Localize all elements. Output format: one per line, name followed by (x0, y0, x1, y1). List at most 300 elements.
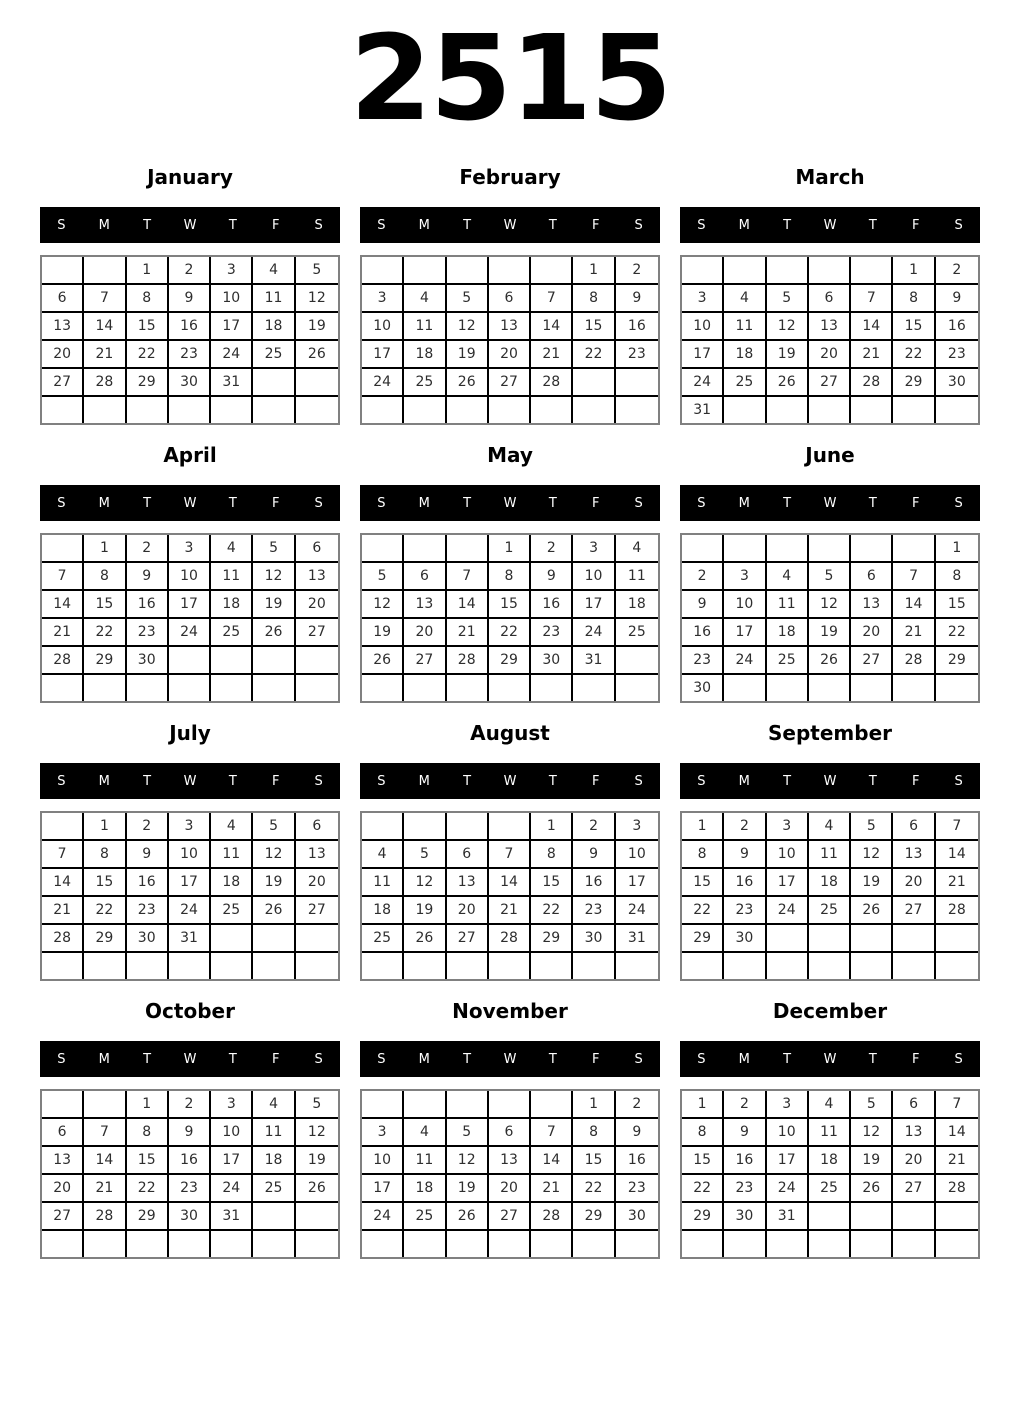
date-cell: 30 (531, 647, 573, 675)
date-cell: 13 (42, 1147, 84, 1175)
date-cell: 26 (809, 647, 851, 675)
date-cell (42, 397, 84, 423)
weekday-label: M (418, 1051, 430, 1067)
date-cell: 23 (616, 341, 658, 369)
date-cell (127, 953, 169, 979)
weekday-label: F (271, 773, 280, 789)
weekday-label: F (911, 773, 920, 789)
weekday-label: T (548, 495, 557, 511)
date-cell: 9 (616, 285, 658, 313)
date-cell: 27 (851, 647, 893, 675)
date-cell: 19 (767, 341, 809, 369)
date-cell: 19 (296, 313, 338, 341)
date-cell: 22 (682, 1175, 724, 1203)
date-cell: 8 (573, 285, 615, 313)
date-cell: 6 (42, 1119, 84, 1147)
date-cell: 18 (211, 869, 253, 897)
weekday-label: T (868, 217, 877, 233)
date-cell: 12 (447, 313, 489, 341)
date-cell: 8 (893, 285, 935, 313)
date-cell (447, 813, 489, 841)
date-cell: 22 (489, 619, 531, 647)
weekday-label: S (634, 773, 643, 789)
date-cell: 31 (211, 369, 253, 397)
month-title: February (459, 165, 561, 189)
date-cell: 20 (851, 619, 893, 647)
weekday-header-bar (360, 207, 660, 243)
weekday-label: W (503, 495, 517, 511)
date-cell: 27 (296, 897, 338, 925)
date-cell: 25 (616, 619, 658, 647)
date-cell: 14 (936, 841, 978, 869)
date-cell: 17 (573, 591, 615, 619)
date-cell: 13 (447, 869, 489, 897)
date-grid (680, 811, 980, 981)
date-cell (211, 397, 253, 423)
date-cell (936, 925, 978, 953)
date-cell (296, 1203, 338, 1231)
date-cell: 23 (724, 1175, 766, 1203)
date-cell: 23 (531, 619, 573, 647)
weekday-label: W (183, 1051, 197, 1067)
date-cell (296, 647, 338, 675)
weekday-label: S (697, 217, 706, 233)
date-cell (84, 1091, 126, 1119)
weekday-label: M (738, 1051, 750, 1067)
weekday-label: T (143, 495, 152, 511)
date-cell: 15 (893, 313, 935, 341)
date-grid (360, 811, 660, 981)
date-cell: 23 (573, 897, 615, 925)
date-cell (893, 675, 935, 701)
weekday-header-bar (40, 207, 340, 243)
date-cell: 15 (531, 869, 573, 897)
date-cell: 25 (404, 1203, 446, 1231)
date-cell (851, 257, 893, 285)
weekday-label: T (463, 1051, 472, 1067)
date-cell (296, 397, 338, 423)
date-cell: 28 (84, 1203, 126, 1231)
date-cell (531, 1231, 573, 1257)
date-cell: 2 (127, 535, 169, 563)
date-cell: 6 (296, 535, 338, 563)
date-cell: 4 (211, 813, 253, 841)
date-cell: 30 (616, 1203, 658, 1231)
date-cell (404, 953, 446, 979)
weekday-label: S (57, 1051, 66, 1067)
date-cell: 2 (127, 813, 169, 841)
date-cell (767, 535, 809, 563)
date-cell (42, 813, 84, 841)
date-cell: 1 (127, 257, 169, 285)
date-cell: 24 (211, 1175, 253, 1203)
date-cell: 9 (127, 563, 169, 591)
date-cell (573, 397, 615, 423)
date-cell: 11 (362, 869, 404, 897)
weekday-header-bar (40, 763, 340, 799)
weekday-label: T (463, 773, 472, 789)
weekday-label: F (271, 1051, 280, 1067)
date-cell: 25 (809, 1175, 851, 1203)
date-cell: 5 (253, 535, 295, 563)
date-cell (84, 397, 126, 423)
date-cell: 15 (489, 591, 531, 619)
date-cell: 1 (127, 1091, 169, 1119)
date-cell: 28 (851, 369, 893, 397)
weekday-label: T (868, 495, 877, 511)
weekday-label: S (377, 217, 386, 233)
month-block (40, 155, 340, 425)
month-title: September (768, 721, 892, 745)
date-cell: 13 (42, 313, 84, 341)
date-cell: 29 (893, 369, 935, 397)
date-cell (809, 925, 851, 953)
month-title: July (169, 721, 211, 745)
date-cell: 4 (253, 1091, 295, 1119)
weekday-label: S (697, 773, 706, 789)
date-cell: 28 (447, 647, 489, 675)
date-cell (893, 925, 935, 953)
date-cell: 16 (127, 591, 169, 619)
date-cell: 23 (169, 1175, 211, 1203)
date-cell (682, 953, 724, 979)
date-cell (253, 647, 295, 675)
date-cell (362, 813, 404, 841)
date-cell (42, 535, 84, 563)
weekday-label: T (463, 495, 472, 511)
date-cell: 3 (682, 285, 724, 313)
weekday-label: S (954, 773, 963, 789)
date-cell: 16 (531, 591, 573, 619)
weekday-header-bar (40, 1041, 340, 1077)
date-cell: 16 (724, 1147, 766, 1175)
date-cell: 27 (42, 1203, 84, 1231)
date-cell: 4 (253, 257, 295, 285)
date-cell: 4 (211, 535, 253, 563)
weekday-header-bar (680, 763, 980, 799)
date-cell: 16 (169, 1147, 211, 1175)
date-cell: 25 (211, 897, 253, 925)
date-cell: 2 (169, 1091, 211, 1119)
date-cell: 4 (616, 535, 658, 563)
date-cell: 18 (404, 341, 446, 369)
date-cell: 24 (362, 369, 404, 397)
date-cell: 26 (404, 925, 446, 953)
date-cell: 14 (531, 1147, 573, 1175)
date-cell (447, 953, 489, 979)
weekday-label: W (823, 1051, 837, 1067)
date-cell (404, 257, 446, 285)
date-cell (809, 1203, 851, 1231)
date-cell: 1 (84, 813, 126, 841)
date-cell: 11 (767, 591, 809, 619)
date-cell: 31 (682, 397, 724, 423)
weekday-label: T (783, 1051, 792, 1067)
date-cell: 30 (724, 1203, 766, 1231)
date-cell: 25 (253, 341, 295, 369)
date-cell: 6 (851, 563, 893, 591)
date-cell: 25 (809, 897, 851, 925)
date-cell: 31 (573, 647, 615, 675)
date-cell (893, 397, 935, 423)
date-cell: 28 (531, 369, 573, 397)
date-cell: 30 (169, 1203, 211, 1231)
date-cell: 3 (211, 1091, 253, 1119)
date-cell: 23 (724, 897, 766, 925)
date-cell: 7 (531, 1119, 573, 1147)
date-cell: 2 (724, 1091, 766, 1119)
months-grid (40, 155, 980, 1259)
date-cell: 31 (169, 925, 211, 953)
date-cell: 3 (616, 813, 658, 841)
date-cell: 22 (573, 1175, 615, 1203)
date-cell: 7 (489, 841, 531, 869)
date-cell (616, 647, 658, 675)
date-cell: 1 (531, 813, 573, 841)
month-block (360, 433, 660, 703)
date-cell (447, 1231, 489, 1257)
weekday-label: T (463, 217, 472, 233)
weekday-label: W (183, 217, 197, 233)
date-cell: 27 (809, 369, 851, 397)
weekday-label: S (697, 1051, 706, 1067)
date-cell: 28 (936, 897, 978, 925)
date-cell: 29 (682, 925, 724, 953)
date-cell: 21 (936, 1147, 978, 1175)
date-cell: 24 (767, 1175, 809, 1203)
date-cell (489, 675, 531, 701)
weekday-label: F (591, 1051, 600, 1067)
date-cell (489, 813, 531, 841)
weekday-label: W (503, 1051, 517, 1067)
date-cell (893, 1231, 935, 1257)
date-cell: 1 (573, 257, 615, 285)
date-cell (809, 1231, 851, 1257)
month-block (360, 155, 660, 425)
weekday-label: F (591, 495, 600, 511)
date-cell: 24 (211, 341, 253, 369)
weekday-label: M (418, 217, 430, 233)
date-cell: 3 (211, 257, 253, 285)
date-cell: 10 (682, 313, 724, 341)
date-cell: 1 (682, 1091, 724, 1119)
date-cell: 25 (724, 369, 766, 397)
date-cell: 9 (573, 841, 615, 869)
date-cell: 13 (489, 313, 531, 341)
date-cell: 20 (893, 1147, 935, 1175)
date-cell (253, 369, 295, 397)
date-cell: 18 (809, 1147, 851, 1175)
date-cell: 14 (531, 313, 573, 341)
date-cell: 9 (682, 591, 724, 619)
date-cell (893, 953, 935, 979)
date-cell: 15 (936, 591, 978, 619)
date-cell: 3 (767, 1091, 809, 1119)
weekday-label: W (503, 773, 517, 789)
month-title: August (470, 721, 550, 745)
date-cell (211, 953, 253, 979)
date-cell: 22 (936, 619, 978, 647)
date-cell: 3 (362, 285, 404, 313)
month-title: May (487, 443, 533, 467)
date-cell: 7 (447, 563, 489, 591)
date-cell: 24 (767, 897, 809, 925)
date-cell: 13 (296, 841, 338, 869)
weekday-label: W (183, 773, 197, 789)
date-cell: 29 (84, 925, 126, 953)
date-cell: 27 (296, 619, 338, 647)
date-cell: 27 (893, 1175, 935, 1203)
date-cell: 12 (253, 563, 295, 591)
date-cell: 31 (616, 925, 658, 953)
date-cell: 8 (84, 841, 126, 869)
date-cell: 10 (616, 841, 658, 869)
date-cell: 25 (362, 925, 404, 953)
date-cell: 1 (573, 1091, 615, 1119)
weekday-label: T (783, 495, 792, 511)
month-title: December (772, 999, 888, 1023)
date-cell (489, 257, 531, 285)
date-cell: 8 (573, 1119, 615, 1147)
date-cell: 6 (42, 285, 84, 313)
date-cell: 21 (893, 619, 935, 647)
date-cell: 14 (489, 869, 531, 897)
date-cell: 9 (531, 563, 573, 591)
date-cell (767, 397, 809, 423)
date-cell (447, 535, 489, 563)
date-cell: 19 (809, 619, 851, 647)
date-cell: 6 (447, 841, 489, 869)
weekday-header-bar (680, 485, 980, 521)
date-cell: 13 (893, 1119, 935, 1147)
date-cell: 17 (211, 1147, 253, 1175)
date-cell (211, 647, 253, 675)
date-cell (362, 535, 404, 563)
date-cell: 8 (127, 1119, 169, 1147)
date-cell: 29 (682, 1203, 724, 1231)
date-cell: 15 (84, 869, 126, 897)
date-cell: 27 (447, 925, 489, 953)
month-title: October (145, 999, 235, 1023)
date-cell: 8 (489, 563, 531, 591)
date-cell: 18 (253, 1147, 295, 1175)
date-cell: 15 (682, 869, 724, 897)
date-cell: 4 (404, 1119, 446, 1147)
weekday-label: M (738, 495, 750, 511)
date-cell: 7 (936, 813, 978, 841)
weekday-label: S (57, 773, 66, 789)
date-cell: 6 (296, 813, 338, 841)
date-cell (84, 257, 126, 285)
month-block (680, 433, 980, 703)
date-cell: 22 (893, 341, 935, 369)
date-cell: 10 (169, 563, 211, 591)
date-cell: 13 (296, 563, 338, 591)
date-cell (169, 1231, 211, 1257)
date-cell: 7 (851, 285, 893, 313)
date-cell (42, 1231, 84, 1257)
date-cell: 18 (809, 869, 851, 897)
date-cell (296, 675, 338, 701)
date-cell (362, 675, 404, 701)
date-cell: 4 (809, 813, 851, 841)
date-cell (893, 535, 935, 563)
weekday-label: T (783, 217, 792, 233)
date-grid (360, 1089, 660, 1259)
date-cell: 21 (936, 869, 978, 897)
weekday-label: S (377, 1051, 386, 1067)
weekday-label: W (823, 495, 837, 511)
weekday-label: M (98, 773, 110, 789)
date-cell (169, 647, 211, 675)
date-cell: 12 (851, 841, 893, 869)
date-cell: 27 (404, 647, 446, 675)
date-cell (616, 953, 658, 979)
date-cell: 13 (851, 591, 893, 619)
date-cell: 4 (362, 841, 404, 869)
date-cell: 19 (362, 619, 404, 647)
date-cell (851, 1203, 893, 1231)
date-cell: 5 (362, 563, 404, 591)
weekday-label: W (823, 773, 837, 789)
weekday-header-bar (360, 1041, 660, 1077)
date-cell: 24 (169, 619, 211, 647)
date-cell: 14 (851, 313, 893, 341)
date-cell: 14 (936, 1119, 978, 1147)
date-cell (724, 953, 766, 979)
month-title: November (452, 999, 568, 1023)
date-cell (169, 953, 211, 979)
date-cell (489, 397, 531, 423)
date-cell (936, 953, 978, 979)
date-cell (531, 257, 573, 285)
date-grid (40, 1089, 340, 1259)
date-cell: 22 (84, 897, 126, 925)
date-cell (84, 675, 126, 701)
weekday-label: S (377, 773, 386, 789)
date-cell: 6 (893, 813, 935, 841)
date-cell (767, 953, 809, 979)
weekday-label: F (271, 217, 280, 233)
weekday-label: T (143, 1051, 152, 1067)
date-cell (489, 1091, 531, 1119)
date-cell: 8 (682, 1119, 724, 1147)
date-cell (851, 1231, 893, 1257)
date-cell (296, 369, 338, 397)
date-cell (169, 675, 211, 701)
date-cell: 20 (296, 591, 338, 619)
date-cell: 5 (447, 285, 489, 313)
date-cell: 21 (447, 619, 489, 647)
date-cell: 9 (936, 285, 978, 313)
date-cell: 17 (682, 341, 724, 369)
date-cell: 18 (253, 313, 295, 341)
date-cell (127, 675, 169, 701)
date-cell (573, 1231, 615, 1257)
date-cell: 14 (42, 591, 84, 619)
weekday-label: M (98, 495, 110, 511)
weekday-label: F (911, 1051, 920, 1067)
date-cell: 9 (724, 841, 766, 869)
date-cell: 17 (169, 591, 211, 619)
date-cell: 18 (767, 619, 809, 647)
date-cell: 27 (893, 897, 935, 925)
date-cell: 30 (936, 369, 978, 397)
date-grid (680, 255, 980, 425)
date-cell (362, 257, 404, 285)
weekday-label: T (868, 773, 877, 789)
date-cell: 20 (489, 341, 531, 369)
